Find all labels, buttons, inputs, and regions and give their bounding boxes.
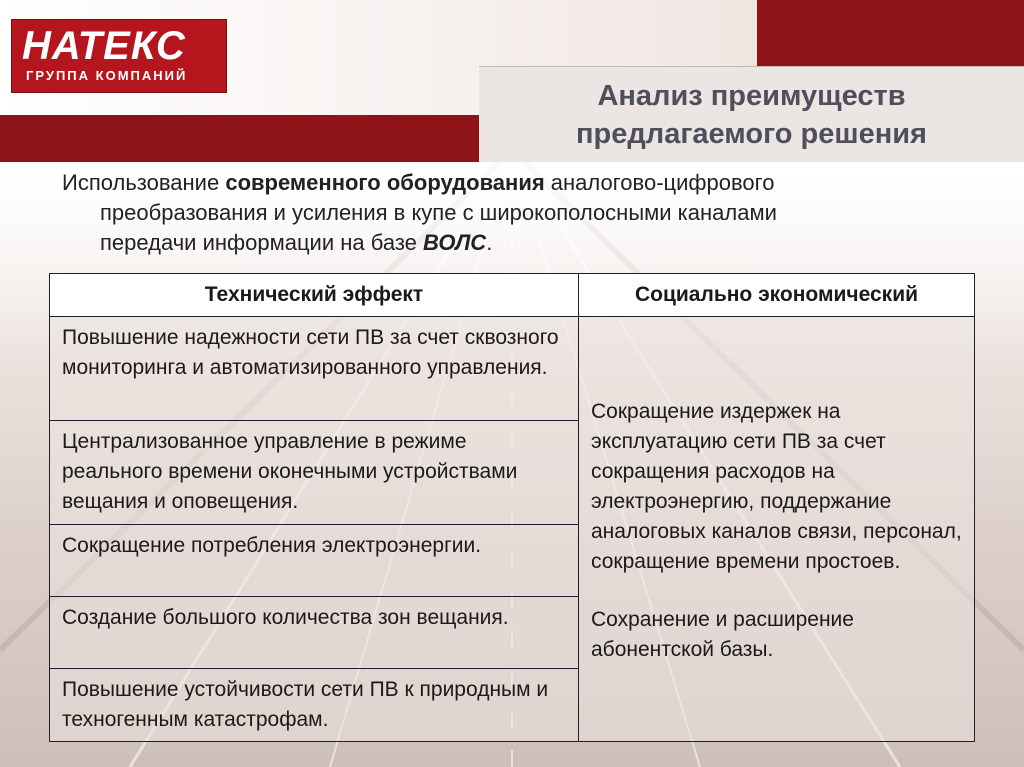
social-economic-cell <box>579 317 975 742</box>
intro-line2 <box>62 198 962 228</box>
technical-effect-cell: Централизованное управление в режиме реального времени оконечными устройствами вещания и оповещения. <box>50 421 579 525</box>
intro-text: аналогово-цифрового <box>544 170 775 195</box>
logo-subtitle: ГРУППА КОМПАНИЙ <box>26 68 188 83</box>
intro-line3 <box>62 228 962 258</box>
technical-effect-cell: Повышение надежности сети ПВ за счет сквозного мониторинга и автоматизированного управления. <box>50 317 579 421</box>
slide-title <box>479 77 1024 153</box>
social-economic-paragraph: Сокращение издержек на эксплуатацию сети ПВ за счет сокращения расходов на электроэнергию, поддержание аналоговых каналов связи, персонал, сокращение времени простоев. <box>591 400 962 573</box>
intro-text: Использование <box>62 170 226 195</box>
header-accent-bar <box>757 0 1024 66</box>
intro-text: преобразования и усиления в купе с широкополосными каналами <box>100 200 777 225</box>
effects-table <box>49 273 975 742</box>
slide-title-line2: предлагаемого решения <box>576 118 927 150</box>
intro-text: передачи информации на базе <box>100 230 424 255</box>
technical-effect-cell: Повышение устойчивости сети ПВ к природным и техногенным катастрофам. <box>50 669 579 742</box>
social-economic-paragraph: Сохранение и расширение абонентской базы. <box>591 608 854 661</box>
intro-bold-equipment: современного оборудования <box>225 170 545 195</box>
table-header-row <box>50 274 975 317</box>
intro-bold-vols: ВОЛС <box>423 230 487 255</box>
table-row <box>50 317 975 421</box>
column-header-social: Социально экономический <box>579 274 975 317</box>
column-header-technical: Технический эффект <box>50 274 579 317</box>
intro-paragraph <box>62 168 962 258</box>
technical-effect-cell: Создание большого количества зон вещания. <box>50 597 579 669</box>
slide-title-box <box>479 66 1024 162</box>
logo-brand: НАТЕКС <box>22 24 186 68</box>
intro-text: . <box>486 230 493 255</box>
company-logo <box>11 19 227 93</box>
technical-effect-cell: Сокращение потребления электроэнергии. <box>50 525 579 597</box>
slide-title-line1: Анализ преимуществ <box>597 80 906 112</box>
